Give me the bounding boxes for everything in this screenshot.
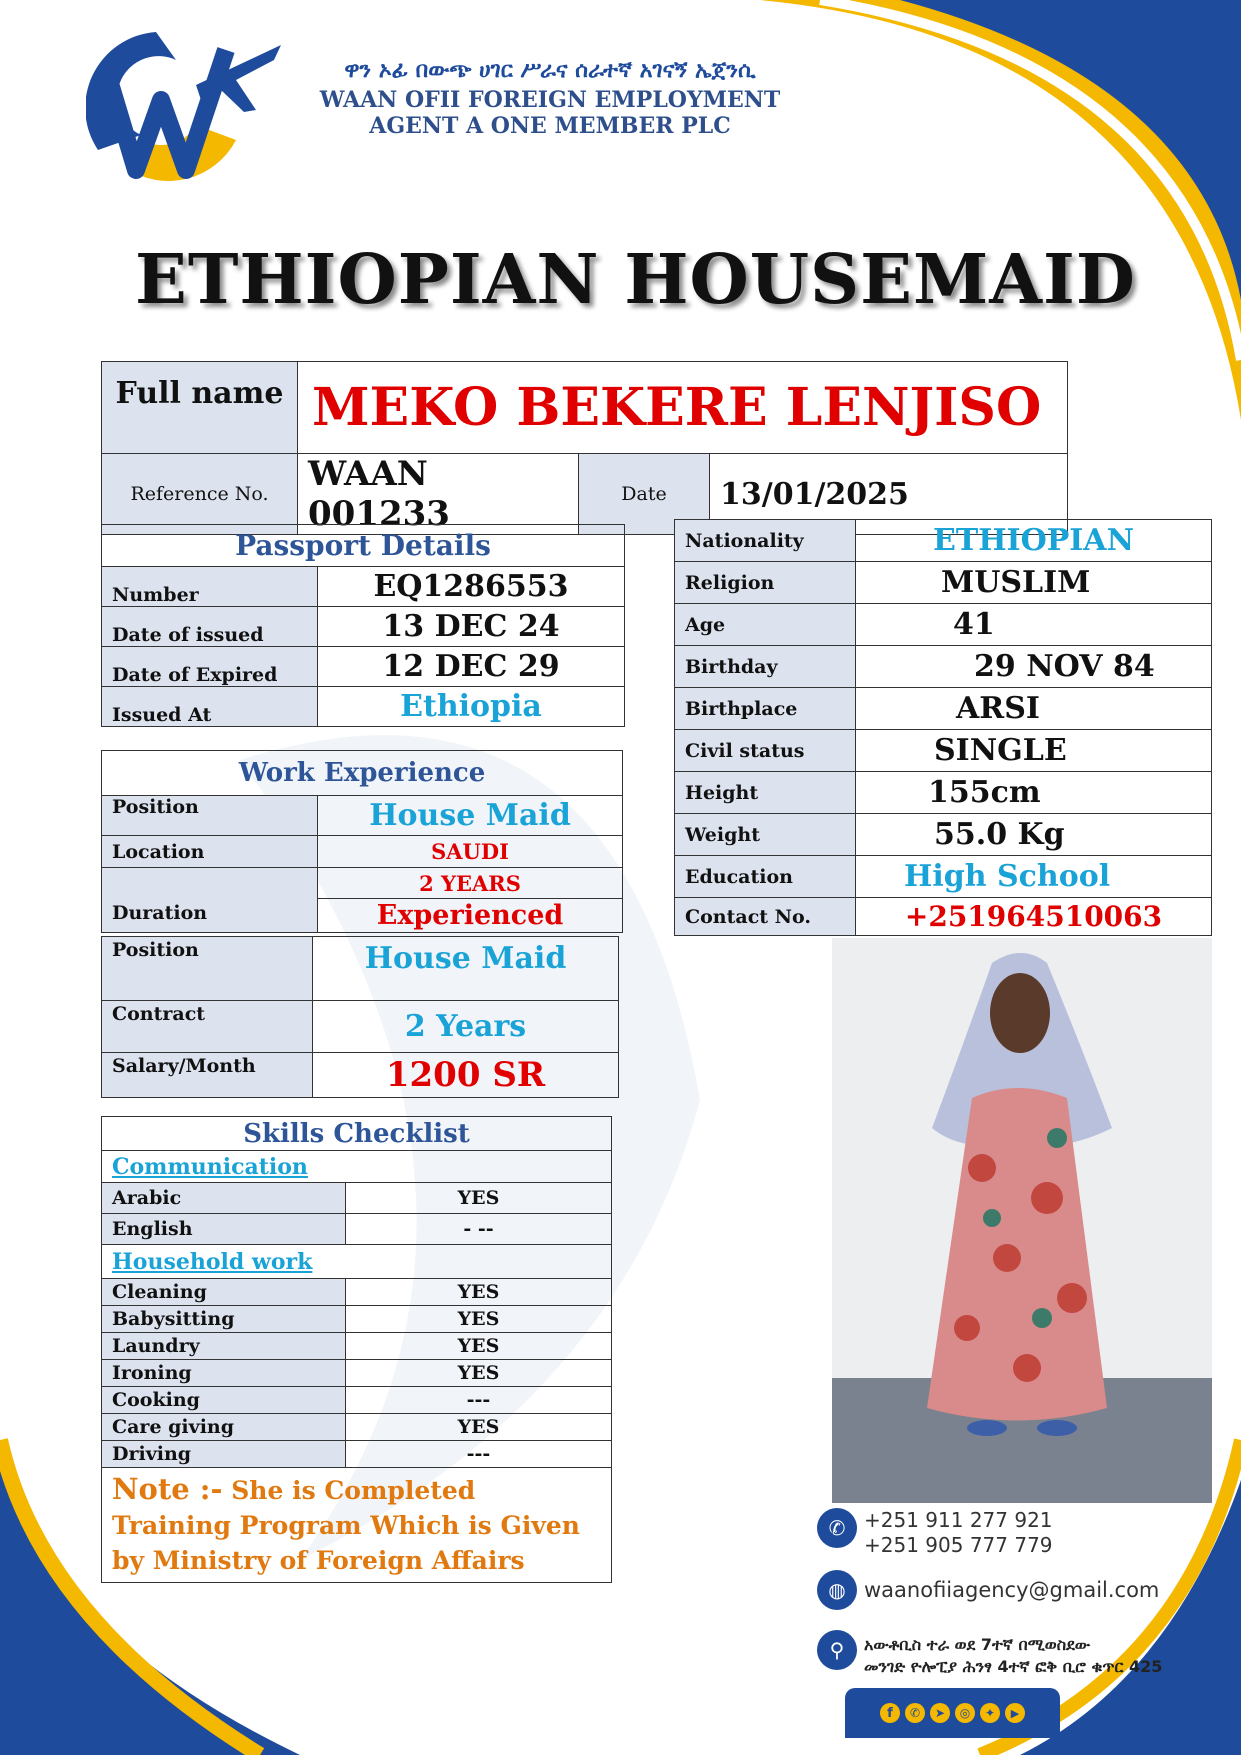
passport-number-label: Number xyxy=(102,567,318,607)
skill-care-giving-label: Care giving xyxy=(102,1414,346,1441)
twitter-icon[interactable]: ✦ xyxy=(980,1703,1000,1723)
skill-driving-label: Driving xyxy=(102,1441,346,1468)
offer-salary-label: Salary/Month xyxy=(102,1053,313,1098)
address-line-1: አውቶቢስ ተራ ወደ 7ተኛ በሚወስደው xyxy=(864,1635,1091,1654)
skill-laundry-label: Laundry xyxy=(102,1333,346,1360)
offer-position-value: House Maid xyxy=(313,937,619,1001)
company-logo xyxy=(86,30,286,185)
work-position-label: Position xyxy=(102,796,318,836)
phone-1[interactable]: +251 911 277 921 xyxy=(864,1508,1053,1532)
offer-salary-value: 1200 SR xyxy=(313,1053,619,1098)
height-label: Height xyxy=(675,772,856,814)
note-text: She is Completed Training Program Which is Given by Ministry of Foreign Affairs xyxy=(112,1476,580,1575)
passport-issued-at-value: Ethiopia xyxy=(318,687,625,727)
full-name-value: MEKO BEKERE LENJISO xyxy=(298,362,1068,454)
youtube-icon[interactable]: ▶ xyxy=(1005,1703,1025,1723)
skill-cleaning-label: Cleaning xyxy=(102,1279,346,1306)
skill-care-giving-value: YES xyxy=(346,1414,612,1441)
globe-icon: ◍ xyxy=(817,1570,857,1610)
age-label: Age xyxy=(675,604,856,646)
offer-contract-label: Contract xyxy=(102,1001,313,1053)
work-duration-label: Duration xyxy=(102,868,318,933)
reference-label: Reference No. xyxy=(102,454,298,535)
company-name-line2: AGENT A ONE MEMBER PLC xyxy=(369,113,731,139)
passport-issued-label: Date of issued xyxy=(102,607,318,647)
work-duration-value: 2 YEARS xyxy=(318,868,623,899)
skill-arabic-label: Arabic xyxy=(102,1183,346,1214)
height-value: 155cm xyxy=(856,772,1212,814)
skills-table xyxy=(101,1116,612,1583)
company-name-line1: WAAN OFII FOREIGN EMPLOYMENT xyxy=(319,87,781,113)
date-value: 13/01/2025 xyxy=(710,454,1068,535)
passport-issued-at-label: Issued At xyxy=(102,687,318,727)
location-pin-icon: ⚲ xyxy=(817,1630,857,1670)
civil-status-label: Civil status xyxy=(675,730,856,772)
skill-driving-value: --- xyxy=(346,1441,612,1468)
email-link[interactable]: waanofiiagency@gmail.com xyxy=(864,1578,1160,1602)
birthday-label: Birthday xyxy=(675,646,856,688)
offer-table xyxy=(101,936,619,1098)
weight-value: 55.0 Kg xyxy=(856,814,1212,856)
address-line-2: መንገድ ዮሎፒያ ሕንፃ 4ተኛ ፎቅ ቢሮ ቁጥር 425 xyxy=(864,1657,1163,1676)
facebook-icon[interactable]: f xyxy=(880,1703,900,1723)
weight-label: Weight xyxy=(675,814,856,856)
education-value: High School xyxy=(856,856,1212,898)
household-work-link[interactable]: Household work xyxy=(112,1248,313,1275)
offer-contract-value: 2 Years xyxy=(313,1001,619,1053)
full-name-label: Full name xyxy=(102,362,298,454)
telegram-icon[interactable]: ➤ xyxy=(930,1703,950,1723)
passport-heading: Passport Details xyxy=(102,525,625,567)
education-label: Education xyxy=(675,856,856,898)
skill-english-value: - -- xyxy=(346,1214,612,1245)
passport-issued-value: 13 DEC 24 xyxy=(318,607,625,647)
birthplace-value: ARSI xyxy=(856,688,1212,730)
skill-ironing-value: YES xyxy=(346,1360,612,1387)
skills-heading: Skills Checklist xyxy=(102,1117,612,1151)
skill-cooking-value: --- xyxy=(346,1387,612,1414)
work-location-label: Location xyxy=(102,836,318,868)
skill-ironing-label: Ironing xyxy=(102,1360,346,1387)
religion-value: MUSLIM xyxy=(856,562,1212,604)
training-note xyxy=(102,1468,612,1583)
identity-table xyxy=(101,361,1068,535)
page-title: ETHIOPIAN HOUSEMAID xyxy=(135,240,1136,320)
work-experience-value: Experienced xyxy=(318,899,623,933)
social-media-bar xyxy=(845,1688,1060,1738)
skill-babysitting-label: Babysitting xyxy=(102,1306,346,1333)
instagram-icon[interactable]: ◎ xyxy=(955,1703,975,1723)
candidate-photo xyxy=(832,938,1212,1503)
passport-expired-value: 12 DEC 29 xyxy=(318,647,625,687)
phone-2[interactable]: +251 905 777 779 xyxy=(864,1533,1053,1557)
religion-label: Religion xyxy=(675,562,856,604)
company-name-amharic: ዋን ኦፊ በውጭ ሀገር ሥራና ሰራተኛ አገናኝ ኤጀንሲ xyxy=(344,58,756,83)
skill-cleaning-value: YES xyxy=(346,1279,612,1306)
personal-details-table xyxy=(674,519,1212,936)
skill-arabic-value: YES xyxy=(346,1183,612,1214)
contact-no-value: +251964510063 xyxy=(856,898,1212,936)
work-heading: Work Experience xyxy=(102,751,623,796)
birthplace-label: Birthplace xyxy=(675,688,856,730)
skill-babysitting-value: YES xyxy=(346,1306,612,1333)
skill-english-label: English xyxy=(102,1214,346,1245)
passport-expired-label: Date of Expired xyxy=(102,647,318,687)
note-prefix: Note :- xyxy=(112,1472,223,1506)
communication-link[interactable]: Communication xyxy=(112,1153,308,1180)
nationality-value: ETHIOPIAN xyxy=(856,520,1212,562)
skill-laundry-value: YES xyxy=(346,1333,612,1360)
civil-status-value: SINGLE xyxy=(856,730,1212,772)
nationality-label: Nationality xyxy=(675,520,856,562)
phone-icon: ✆ xyxy=(817,1508,857,1548)
offer-position-label: Position xyxy=(102,937,313,1001)
work-experience-table xyxy=(101,750,623,933)
birthday-value: 29 NOV 84 xyxy=(856,646,1212,688)
work-position-value: House Maid xyxy=(318,796,623,836)
reference-value: WAAN 001233 xyxy=(298,454,579,535)
age-value: 41 xyxy=(856,604,1212,646)
date-label: Date xyxy=(579,454,710,535)
skill-cooking-label: Cooking xyxy=(102,1387,346,1414)
contact-no-label: Contact No. xyxy=(675,898,856,936)
passport-table xyxy=(101,524,625,727)
whatsapp-icon[interactable]: ✆ xyxy=(905,1703,925,1723)
work-location-value: SAUDI xyxy=(318,836,623,868)
passport-number-value: EQ1286553 xyxy=(318,567,625,607)
